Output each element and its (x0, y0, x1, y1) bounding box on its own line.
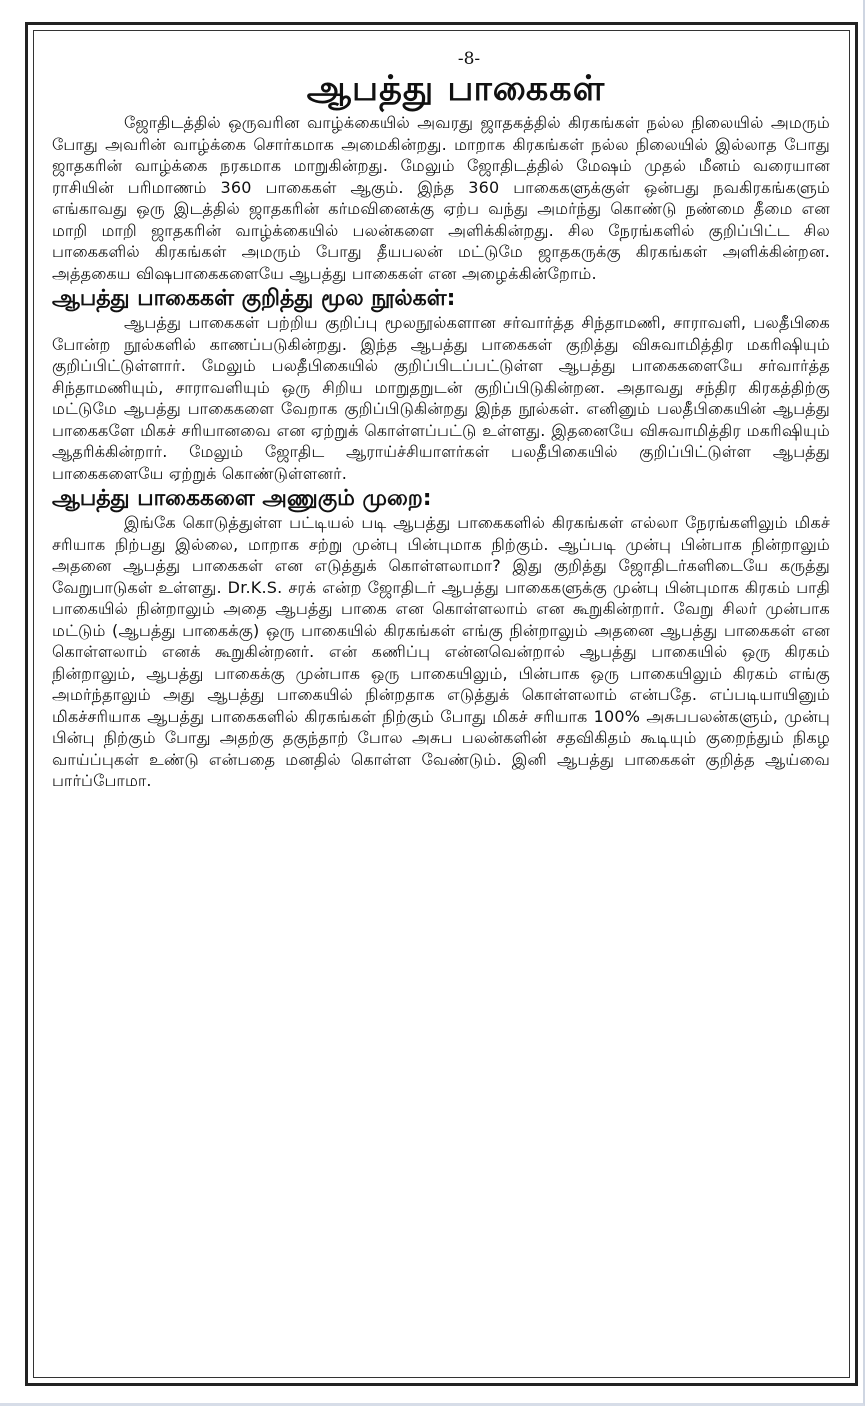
intro-paragraph: ஜோதிடத்தில் ஒருவரின வாழ்க்கையில் அவரது ஜாதகத்தில் கிரகங்கள் நல்ல நிலையில் அமரும் போது அவரின் வாழ்க்கை சொர்கமாக அமைகின்றது. மாறாக கிரகங்கள் நல்ல நிலையில் இல்லாத போது ஜாதகரின் வாழ்க்கை நரகமாக மாறுகின்றது. மேலும் ஜோதிடத்தில் மேஷம் முதல் மீனம் வரையான ராசியின் பரிமாணம் 360 பாகைகள் ஆகும். இந்த 360 பாகைகளுக்குள் ஒன்பது நவகிரகங்களும் எங்காவது ஒரு இடத்தில் ஜாதகரின் கர்மவினைக்கு ஏற்ப வந்து அமர்ந்து கொண்டு நண்மை தீமை என மாறி மாறி ஜாதகரின் வாழ்க்கையில் பலன்களை அளிக்கின்றது. சில நேரங்களில் குறிப்பிட்ட சில பாகைகளில் கிரகங்கள் அமரும் போது தீயபலன் மட்டுமே ஜாதகருக்கு கிரகங்கள் அளிக்கின்றன. அத்தகைய விஷபாகைகளையே ஆபத்து பாகைகள் என அழைக்கின்றோம். (52, 113, 830, 283)
sources-paragraph: ஆபத்து பாகைகள் பற்றிய குறிப்பு மூலநூல்களான சர்வார்த்த சிந்தாமணி, சாராவளி, பலதீபிகை போன்ற நூல்களில் காணப்படுகின்றது. இந்த ஆபத்து பாகைகள் குறித்து விசுவாமித்திர மகரிஷியும் குறிப்பிட்டுள்ளார். மேலும் பலதீபிகையில் குறிப்பிடப்பட்டுள்ள ஆபத்து பாகைகளையே சர்வார்த்த சிந்தாமணியும், சாராவளியும் ஒரு சிறிய மாறுதறுடன் குறிப்பிடுகின்றன. அதாவது சந்திர கிரகத்திற்கு மட்டுமே ஆபத்து பாகைகளை வேறாக குறிப்பிடுகின்றது இந்த நூல்கள். எனினும் பலதீபிகையின் ஆபத்து பாகைகளே மிகச் சரியானவை என ஏற்றுக் கொள்ளப்பட்டு உள்ளது. இதனையே விசுவாமித்திர மகரிஷியும் ஆதரிக்கின்றார். மேலும் ஜோதிட ஆராய்ச்சியாளர்கள் பலதீபிகையில் குறிப்பிட்டுள்ள ஆபத்து பாகைகளையே ஏற்றுக் கொண்டுள்ளனர். (52, 313, 830, 483)
page-number: -8- (457, 49, 481, 69)
approach-paragraph: இங்கே கொடுத்துள்ள பட்டியல் படி ஆபத்து பாகைகளில் கிரகங்கள் எல்லா நேரங்களிலும் மிகச் சரியாக நிற்பது இல்லை, மாறாக சற்று முன்பு பின்புமாக நிற்கும். ஆப்படி முன்பு பின்பாக நின்றாலும் அதனை ஆபத்து பாகைகள் என எடுத்துக் கொள்ளலாமா? இது குறித்து ஜோதிடர்களிடையே கருத்து வேறுபாடுகள் உள்ளது. Dr.K.S. சரக் என்ற ஜோதிடர் ஆபத்து பாகைகளுக்கு முன்பு பின்புமாக கிரகம் பாதி பாகையில் நின்றாலும் அதை ஆபத்து பாகை என கொள்ளலாம் என கூறுகின்றார். வேறு சிலர் முன்பாக மட்டும் (ஆபத்து பாகைக்கு) ஒரு பாகையில் கிரகங்கள் எங்கு நின்றாலும் அதனை ஆபத்து பாகைகள் என கொள்ளலாம் எனக் கூறுகின்றனர். என் கணிப்பு என்னவென்றால் ஆபத்து பாகையில் ஒரு கிரகம் நின்றாலும், ஆபத்து பாகைக்கு முன்பாக ஒரு பாகையிலும், பின்பாக ஒரு பாகையிலும் கிரகம் எங்கு அமர்ந்தாலும் அது ஆபத்து பாகையில் நின்றதாக எடுத்துக் கொள்ளலாம் என்பதே. எப்படியாயினும் மிகச்சரியாக ஆபத்து பாகைகளில் கிரகங்கள் நிற்கும் போது மிகச் சரியாக 100% அசுபபலன்களும், முன்பு பின்பு நிற்கும் போது அதற்கு தகுந்தாற் போல அசுப பலன்களின் சதவிகிதம் கூடியும் குறைந்தும் நிகழ வாய்ப்புகள் உண்டு என்பதை மனதில் கொள்ள வேண்டும். இனி ஆபத்து பாகைகள் குறித்த ஆய்வை பார்ப்போமா. (52, 513, 830, 790)
page-content (52, 48, 830, 792)
page-title: ஆபத்து பாகைகள் (306, 69, 606, 109)
sources-heading: ஆபத்து பாகைகள் குறித்து மூல நூல்கள்: (52, 286, 456, 311)
approach-heading: ஆபத்து பாகைகளை அணுகும் முறை: (52, 486, 432, 511)
